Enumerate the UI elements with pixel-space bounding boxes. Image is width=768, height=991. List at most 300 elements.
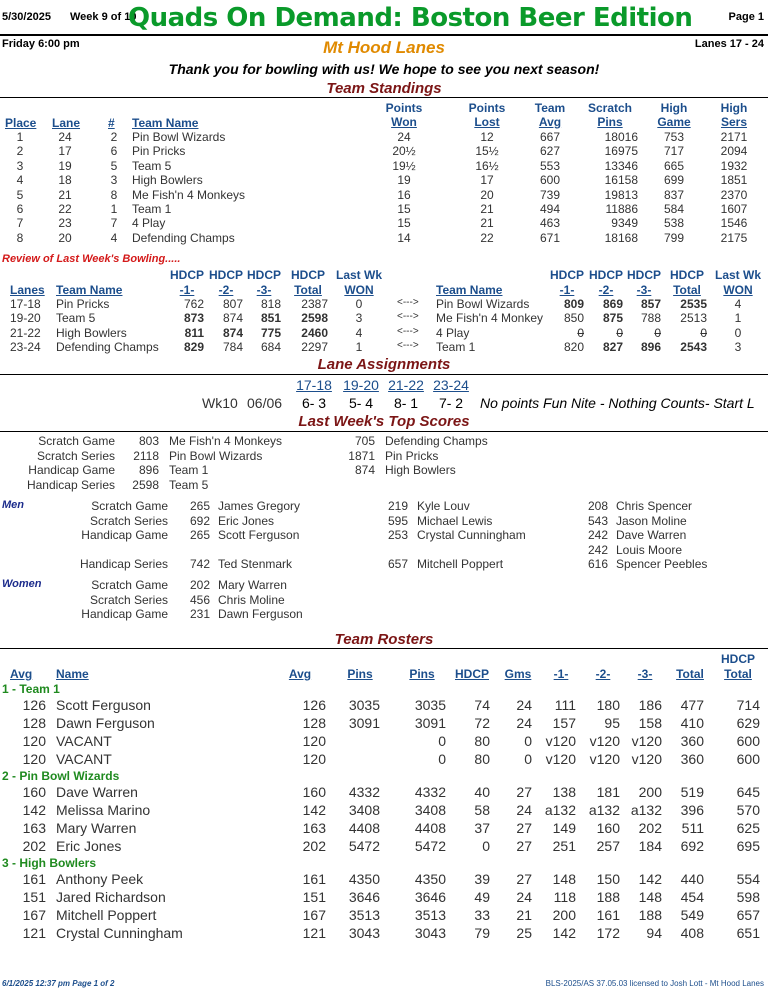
review-g1-left: 829 bbox=[183, 340, 204, 355]
ros-hdr-avg: Avg bbox=[10, 667, 33, 681]
review-team-left: Defending Champs bbox=[56, 340, 159, 355]
standing-team-name: Team 5 bbox=[132, 158, 172, 173]
ros-hdr-gms: Gms bbox=[504, 667, 532, 681]
top-team-label: Scratch Series bbox=[36, 448, 115, 463]
roster-player-name: Scott Ferguson bbox=[56, 697, 151, 713]
roster-hdcp: 58 bbox=[474, 802, 490, 818]
top-men-score-3: 242 bbox=[587, 542, 608, 557]
top-women-label: Scratch Series bbox=[89, 592, 168, 607]
review-title: Review of Last Week's Bowling..... bbox=[2, 253, 181, 265]
review-g2-right: 827 bbox=[602, 340, 623, 355]
top-team-name: Team 1 bbox=[169, 463, 209, 478]
top-men-name-2: Crystal Cunningham bbox=[417, 528, 526, 542]
roster-pins-2: 3035 bbox=[414, 697, 446, 713]
roster-hdcp-total: 598 bbox=[736, 889, 760, 905]
roster-avg: 128 bbox=[22, 715, 46, 731]
standing-team-avg: 553 bbox=[539, 158, 561, 173]
assign-lane-pair: 17-18 bbox=[296, 377, 332, 393]
review-g3-left: 775 bbox=[260, 325, 281, 340]
top-team-score: 2118 bbox=[133, 448, 159, 463]
standing-team-number: 6 bbox=[110, 144, 118, 159]
roster-game-1: 148 bbox=[552, 871, 576, 887]
review-won-left: 4 bbox=[355, 325, 363, 340]
rev-hdr-lastwk-right: Last Wk bbox=[714, 268, 761, 282]
rev-hdr-hdcp4a: HDCP bbox=[290, 268, 325, 282]
review-won-right: 4 bbox=[734, 297, 742, 311]
roster-pins-2: 0 bbox=[438, 751, 446, 767]
roster-pins-2: 0 bbox=[438, 733, 446, 749]
standing-lane: 22 bbox=[58, 202, 72, 216]
roster-game-1: 251 bbox=[552, 838, 576, 854]
roster-game-1: 138 bbox=[552, 784, 576, 800]
roster-player-name: VACANT bbox=[56, 751, 112, 767]
standings-rule bbox=[0, 97, 768, 98]
roster-game-3: a132 bbox=[630, 802, 662, 818]
rev-hdr-g2-left: -2- bbox=[218, 283, 234, 297]
roster-total: 440 bbox=[680, 871, 704, 887]
rev-hdr-hdcp2b: HDCP bbox=[589, 268, 624, 282]
roster-total: 511 bbox=[681, 820, 704, 836]
roster-game-2: 257 bbox=[596, 838, 620, 854]
top-men-score-1: 692 bbox=[189, 513, 210, 528]
top-team-score: 2598 bbox=[132, 477, 159, 492]
top-team-name: Team 5 bbox=[169, 477, 209, 492]
standing-team-name: Team 1 bbox=[132, 202, 172, 216]
rev-hdr-hdcp3b: HDCP bbox=[627, 268, 662, 282]
rev-hdr-g1-left: -1- bbox=[179, 283, 195, 297]
roster-game-1: 149 bbox=[552, 820, 576, 836]
standing-place: 2 bbox=[16, 144, 24, 159]
standing-team-number: 3 bbox=[110, 173, 118, 188]
roster-games: 0 bbox=[524, 751, 532, 767]
roster-pins-2: 4332 bbox=[414, 784, 446, 800]
roster-total: 549 bbox=[680, 907, 704, 923]
top-team-name-2: Pin Pricks bbox=[385, 448, 439, 463]
roster-hdcp-total: 629 bbox=[736, 715, 760, 731]
roster-hdcp-total: 600 bbox=[736, 733, 760, 749]
roster-pins: 3035 bbox=[348, 697, 380, 713]
top-women-name: Mary Warren bbox=[218, 578, 287, 592]
roster-avg-2: 202 bbox=[302, 838, 326, 854]
roster-hdcp: 80 bbox=[474, 733, 490, 749]
roster-game-3: v120 bbox=[631, 733, 662, 749]
standing-team-avg: 463 bbox=[539, 216, 561, 231]
standing-high-game: 584 bbox=[663, 202, 685, 216]
rev-hdr-total-right: Total bbox=[673, 283, 701, 297]
review-lanes: 21-22 bbox=[10, 325, 41, 340]
roster-game-3: 184 bbox=[638, 838, 662, 854]
standing-team-name: Me Fish'n 4 Monkeys bbox=[132, 187, 245, 202]
standing-lane: 21 bbox=[58, 187, 72, 202]
rev-hdr-won-left: WON bbox=[344, 283, 374, 297]
standing-high-game: 538 bbox=[663, 216, 685, 231]
roster-hdcp-total: 570 bbox=[736, 802, 760, 818]
hdr-points-lost-1: Points bbox=[468, 101, 506, 115]
standing-high-game: 837 bbox=[663, 187, 685, 202]
roster-avg: 120 bbox=[22, 751, 46, 767]
standing-lane: 19 bbox=[58, 158, 72, 173]
top-team-label: Handicap Series bbox=[26, 477, 115, 492]
roster-game-3: 188 bbox=[638, 907, 662, 923]
assignments-title: Lane Assignments bbox=[317, 356, 451, 373]
roster-pins-2: 3646 bbox=[414, 889, 446, 905]
men-label: Men bbox=[2, 499, 24, 511]
assign-week: Wk10 bbox=[202, 395, 238, 411]
top-men-score-2: 595 bbox=[387, 513, 408, 528]
review-g2-left: 807 bbox=[222, 297, 243, 311]
rev-hdr-total-left: Total bbox=[294, 283, 322, 297]
standing-high-sers: 1607 bbox=[720, 202, 748, 216]
roster-avg: 142 bbox=[22, 802, 46, 818]
footer-timestamp: 6/1/2025 12:37 pm Page 1 of 2 bbox=[2, 979, 115, 988]
review-g3-right: 0 bbox=[654, 325, 661, 340]
roster-game-1: v120 bbox=[545, 733, 576, 749]
top-team-name-2: High Bowlers bbox=[385, 463, 456, 478]
roster-game-1: 200 bbox=[552, 907, 576, 923]
rev-hdr-hdcp1a: HDCP bbox=[170, 268, 205, 282]
roster-hdcp: 0 bbox=[482, 838, 490, 854]
roster-game-3: 200 bbox=[638, 784, 662, 800]
roster-game-2: 160 bbox=[596, 820, 620, 836]
review-vs-arrow: <---> bbox=[397, 325, 419, 337]
hdr-points-won-1: Points bbox=[385, 101, 423, 115]
standing-high-game: 799 bbox=[663, 230, 685, 245]
top-team-score-2: 874 bbox=[354, 463, 375, 478]
top-men-score-2: 219 bbox=[387, 499, 408, 513]
review-won-right: 0 bbox=[734, 325, 742, 340]
standings-title: Team Standings bbox=[326, 80, 442, 97]
roster-game-2: 95 bbox=[604, 715, 620, 731]
standing-team-number: 8 bbox=[110, 187, 118, 202]
roster-player-name: Melissa Marino bbox=[56, 802, 151, 818]
rev-hdr-g3-right: -3- bbox=[636, 283, 652, 297]
top-men-score-3: 208 bbox=[587, 499, 608, 513]
ros-hdr-g3: -3- bbox=[637, 667, 653, 681]
roster-game-1: a132 bbox=[544, 802, 576, 818]
roster-games: 27 bbox=[516, 871, 532, 887]
standing-scratch-pins: 16158 bbox=[604, 173, 638, 188]
top-team-score: 896 bbox=[138, 463, 159, 478]
roster-game-1: v120 bbox=[545, 751, 576, 767]
roster-pins-2: 3043 bbox=[414, 925, 446, 941]
standing-points-lost: 12 bbox=[480, 130, 494, 144]
review-team-left: Pin Pricks bbox=[56, 297, 110, 311]
center-name: Mt Hood Lanes bbox=[323, 38, 445, 57]
roster-pins-2: 5472 bbox=[414, 838, 446, 854]
review-total-right: 0 bbox=[700, 325, 707, 340]
top-women-name: Dawn Ferguson bbox=[218, 607, 303, 622]
roster-player-name: Anthony Peek bbox=[56, 871, 144, 887]
standing-points-won: 19 bbox=[397, 173, 411, 188]
hdr-place: Place bbox=[5, 116, 37, 130]
standing-points-won: 15 bbox=[397, 202, 411, 216]
ros-hdr-g1: -1- bbox=[553, 667, 569, 681]
roster-player-name: Dawn Ferguson bbox=[56, 715, 155, 731]
top-team-label: Handicap Game bbox=[28, 463, 115, 478]
top-women-score: 231 bbox=[189, 607, 210, 622]
top-team-name-2: Defending Champs bbox=[385, 434, 488, 448]
roster-games: 21 bbox=[516, 907, 532, 923]
roster-avg-2: 151 bbox=[302, 889, 326, 905]
standing-high-sers: 1546 bbox=[720, 216, 748, 231]
roster-hdcp: 33 bbox=[474, 907, 490, 923]
top-men-label: Handicap Game bbox=[81, 528, 168, 542]
top-men-score-2: 253 bbox=[387, 528, 408, 542]
standing-team-number: 4 bbox=[110, 230, 118, 245]
roster-pins: 4350 bbox=[348, 871, 380, 887]
standing-points-lost: 15½ bbox=[475, 144, 499, 159]
standing-place: 7 bbox=[16, 216, 24, 231]
roster-hdcp-total: 600 bbox=[736, 751, 760, 767]
roster-hdcp-total: 714 bbox=[736, 697, 760, 713]
standing-high-sers: 1932 bbox=[720, 158, 748, 173]
roster-total: 692 bbox=[680, 838, 704, 854]
roster-game-2: 172 bbox=[596, 925, 620, 941]
roster-player-name: Eric Jones bbox=[56, 838, 122, 854]
rev-hdr-g1-right: -1- bbox=[559, 283, 575, 297]
standing-team-avg: 627 bbox=[539, 144, 561, 159]
top-men-name-1: James Gregory bbox=[218, 499, 301, 513]
hdr-points-lost-2: Lost bbox=[474, 115, 500, 129]
rosters-rule bbox=[0, 648, 768, 649]
top-men-name-3: Spencer Peebles bbox=[616, 557, 708, 571]
review-total-left: 2460 bbox=[301, 325, 328, 340]
top-men-label: Scratch Game bbox=[91, 499, 168, 513]
review-g3-left: 818 bbox=[260, 297, 281, 311]
header-rule bbox=[0, 34, 768, 36]
top-men-score-3: 543 bbox=[587, 513, 608, 528]
ros-hdr-htotal-2: Total bbox=[724, 667, 752, 681]
thanks-message: Thank you for bowling with us! We hope to see you next season! bbox=[168, 61, 600, 77]
roster-hdcp: 79 bbox=[474, 925, 490, 941]
top-men-name-2: Kyle Louv bbox=[417, 499, 470, 513]
roster-hdcp: 72 bbox=[474, 715, 490, 731]
roster-game-3: 202 bbox=[638, 820, 662, 836]
rev-hdr-g2-right: -2- bbox=[598, 283, 614, 297]
roster-game-2: 180 bbox=[596, 697, 620, 713]
standing-team-name: 4 Play bbox=[132, 216, 166, 231]
top-women-label: Scratch Game bbox=[91, 578, 168, 592]
standing-points-lost: 21 bbox=[480, 202, 494, 216]
standing-points-won: 24 bbox=[397, 130, 411, 144]
roster-games: 27 bbox=[516, 784, 532, 800]
roster-avg-2: 163 bbox=[302, 820, 326, 836]
review-total-right: 2535 bbox=[680, 297, 707, 311]
assign-matchup: 7- 2 bbox=[438, 395, 464, 411]
hdr-points-won-2: Won bbox=[391, 115, 417, 129]
top-women-label: Handicap Game bbox=[81, 607, 168, 622]
rev-hdr-hdcp4b: HDCP bbox=[669, 268, 704, 282]
roster-hdcp-total: 651 bbox=[736, 925, 760, 941]
standing-points-lost: 17 bbox=[480, 173, 494, 188]
review-team-right: Me Fish'n 4 Monkey bbox=[436, 311, 543, 326]
week-label: Week 9 of 10 bbox=[70, 11, 137, 23]
roster-game-1: 111 bbox=[554, 697, 576, 713]
roster-hdcp-total: 554 bbox=[736, 871, 760, 887]
review-team-right: Team 1 bbox=[436, 340, 476, 355]
review-g1-right: 0 bbox=[577, 325, 584, 340]
roster-pins: 5472 bbox=[348, 838, 380, 854]
standing-place: 8 bbox=[16, 230, 24, 245]
standing-place: 3 bbox=[16, 158, 24, 173]
review-g2-right: 0 bbox=[616, 325, 623, 340]
lanes-range: Lanes 17 - 24 bbox=[694, 38, 764, 50]
review-g1-right: 820 bbox=[563, 340, 584, 355]
roster-pins: 3513 bbox=[348, 907, 380, 923]
roster-hdcp: 74 bbox=[474, 697, 490, 713]
review-team-left: Team 5 bbox=[56, 311, 96, 326]
standing-high-sers: 2094 bbox=[720, 144, 748, 159]
standing-points-lost: 20 bbox=[480, 187, 494, 202]
ros-hdr-pins: Pins bbox=[347, 667, 373, 681]
roster-game-2: v120 bbox=[589, 751, 620, 767]
standing-lane: 18 bbox=[58, 173, 72, 188]
roster-pins: 4408 bbox=[348, 820, 380, 836]
hdr-team-avg-1: Team bbox=[534, 101, 566, 115]
rev-hdr-lastwk-left: Last Wk bbox=[336, 268, 383, 282]
review-g1-right: 850 bbox=[563, 311, 584, 326]
roster-avg-2: 120 bbox=[302, 733, 326, 749]
review-g3-right: 857 bbox=[640, 297, 661, 311]
review-lanes: 19-20 bbox=[10, 311, 41, 326]
top-men-name-1: Eric Jones bbox=[218, 513, 275, 528]
roster-pins-2: 3408 bbox=[414, 802, 446, 818]
standing-team-name: Defending Champs bbox=[132, 230, 235, 245]
review-won-left: 1 bbox=[355, 340, 363, 355]
top-men-name-2: Mitchell Poppert bbox=[417, 557, 504, 571]
top-men-label: Scratch Series bbox=[89, 513, 168, 528]
roster-avg: 120 bbox=[22, 733, 46, 749]
standing-high-sers: 2175 bbox=[720, 230, 748, 245]
roster-total: 410 bbox=[680, 715, 704, 731]
top-men-name-1: Ted Stenmark bbox=[218, 557, 293, 571]
standing-place: 4 bbox=[16, 173, 24, 188]
roster-player-name: Mitchell Poppert bbox=[56, 907, 157, 923]
roster-avg: 163 bbox=[22, 820, 46, 836]
top-scores-title: Last Week's Top Scores bbox=[298, 413, 470, 430]
review-won-right: 3 bbox=[734, 340, 742, 355]
review-total-left: 2297 bbox=[301, 340, 328, 355]
ros-hdr-htotal-1: HDCP bbox=[720, 652, 755, 666]
rev-hdr-g3-left: -3- bbox=[256, 283, 272, 297]
roster-game-2: v120 bbox=[589, 733, 620, 749]
rev-hdr-hdcp3a: HDCP bbox=[247, 268, 282, 282]
roster-player-name: Crystal Cunningham bbox=[56, 925, 183, 941]
standing-team-avg: 600 bbox=[539, 173, 561, 188]
review-g2-left: 874 bbox=[222, 311, 243, 326]
roster-game-2: 161 bbox=[596, 907, 620, 923]
hdr-scratch-pins-1: Scratch bbox=[587, 101, 633, 115]
roster-avg: 160 bbox=[22, 784, 46, 800]
rev-hdr-lanes: Lanes bbox=[10, 283, 45, 297]
top-men-label: Handicap Series bbox=[79, 557, 168, 571]
standing-scratch-pins: 9349 bbox=[611, 216, 638, 231]
roster-total: 396 bbox=[680, 802, 704, 818]
roster-hdcp-total: 625 bbox=[736, 820, 760, 836]
ros-hdr-name: Name bbox=[56, 667, 89, 681]
review-team-right: Pin Bowl Wizards bbox=[436, 297, 530, 311]
review-g1-left: 762 bbox=[183, 297, 204, 311]
assign-lane-pair: 19-20 bbox=[343, 377, 379, 393]
roster-game-2: 150 bbox=[596, 871, 620, 887]
rosters-title: Team Rosters bbox=[334, 631, 434, 648]
standing-points-lost: 22 bbox=[480, 230, 494, 245]
top-team-name: Me Fish'n 4 Monkeys bbox=[169, 434, 282, 448]
review-vs-arrow: <---> bbox=[397, 297, 419, 308]
hdr-high-game-1: High bbox=[660, 101, 688, 115]
roster-total: 360 bbox=[680, 733, 704, 749]
roster-player-name: Jared Richardson bbox=[56, 889, 166, 905]
standing-high-sers: 1851 bbox=[720, 173, 748, 188]
standing-team-avg: 739 bbox=[539, 187, 561, 202]
review-g1-left: 873 bbox=[183, 311, 204, 326]
roster-avg: 167 bbox=[22, 907, 46, 923]
roster-game-3: 186 bbox=[638, 697, 662, 713]
review-won-left: 0 bbox=[355, 297, 363, 311]
roster-game-1: 118 bbox=[553, 889, 576, 905]
standing-place: 5 bbox=[16, 187, 24, 202]
assign-matchup: 5- 4 bbox=[348, 395, 374, 411]
standing-high-sers: 2171 bbox=[720, 130, 748, 144]
review-g3-left: 851 bbox=[260, 311, 281, 326]
standing-points-lost: 21 bbox=[480, 216, 494, 231]
roster-hdcp: 37 bbox=[474, 820, 490, 836]
assign-matchup: 6- 3 bbox=[301, 395, 327, 411]
top-men-name-1: Scott Ferguson bbox=[218, 528, 300, 542]
roster-total: 477 bbox=[680, 697, 704, 713]
top-men-name-3: Dave Warren bbox=[616, 528, 687, 542]
hdr-high-sers-1: High bbox=[720, 101, 748, 115]
review-g3-left: 684 bbox=[260, 340, 281, 355]
league-title: Quads On Demand: Boston Beer Edition bbox=[128, 3, 693, 33]
top-men-name-3: Chris Spencer bbox=[616, 499, 693, 513]
roster-games: 24 bbox=[516, 697, 532, 713]
hdr-high-sers-2: Sers bbox=[720, 115, 748, 129]
standing-points-won: 14 bbox=[397, 230, 411, 245]
standing-points-won: 16 bbox=[397, 187, 411, 202]
report-date: 5/30/2025 bbox=[2, 11, 51, 23]
top-team-label: Scratch Game bbox=[38, 434, 115, 448]
standing-team-avg: 494 bbox=[539, 202, 561, 216]
roster-hdcp-total: 645 bbox=[736, 784, 760, 800]
hdr-team-avg-2: Avg bbox=[538, 115, 562, 129]
assign-matchup: 8- 1 bbox=[393, 395, 419, 411]
roster-player-name: Dave Warren bbox=[56, 784, 138, 800]
standing-team-number: 5 bbox=[110, 158, 118, 173]
roster-avg-2: 120 bbox=[302, 751, 326, 767]
top-women-score: 456 bbox=[189, 592, 210, 607]
roster-avg: 161 bbox=[22, 871, 46, 887]
roster-avg-2: 126 bbox=[302, 697, 326, 713]
standing-scratch-pins: 18168 bbox=[604, 230, 638, 245]
top-team-name: Pin Bowl Wizards bbox=[169, 448, 263, 463]
review-lanes: 23-24 bbox=[10, 340, 41, 355]
top-men-score-3: 242 bbox=[587, 528, 608, 542]
roster-game-1: 157 bbox=[552, 715, 576, 731]
roster-avg: 151 bbox=[22, 889, 46, 905]
roster-total: 519 bbox=[680, 784, 704, 800]
roster-games: 24 bbox=[516, 715, 532, 731]
rev-hdr-hdcp1b: HDCP bbox=[550, 268, 585, 282]
review-team-right: 4 Play bbox=[436, 325, 470, 340]
standing-scratch-pins: 19813 bbox=[604, 187, 638, 202]
top-team-score-2: 1871 bbox=[348, 448, 375, 463]
top-scores-rule bbox=[0, 431, 768, 432]
review-won-left: 3 bbox=[355, 311, 363, 326]
rev-hdr-team-right: Team Name bbox=[436, 283, 503, 297]
standing-high-game: 665 bbox=[663, 158, 685, 173]
standing-team-name: Pin Pricks bbox=[132, 144, 186, 159]
